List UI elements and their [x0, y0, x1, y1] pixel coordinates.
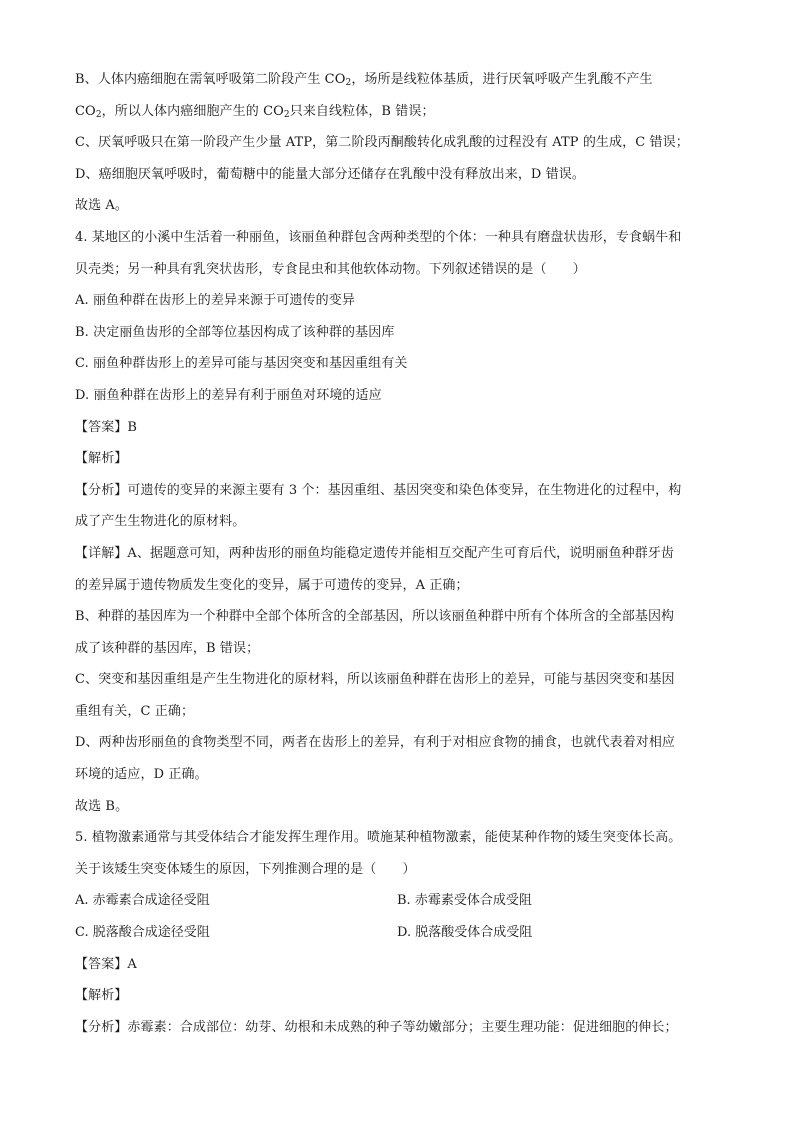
q4-choose: 故选 B。	[75, 798, 129, 814]
q5-options-row1	[75, 885, 725, 917]
subscript-2: 2	[95, 109, 102, 120]
subscript-2: 2	[345, 78, 352, 88]
q4-option-d: D. 丽鱼种群在齿形上的差异有利于丽鱼对环境的适应	[75, 387, 382, 403]
q5-options-row2	[75, 917, 725, 949]
q4-option-a: A. 丽鱼种群在齿形上的差异来源于可遗传的变异	[75, 293, 355, 309]
prev-b-text1: B、人体内癌细胞在需氧呼吸第二阶段产生 CO	[75, 72, 346, 87]
q4-detail-d-line2: 环境的适应，D 正确。	[75, 767, 208, 783]
q4-detail-c-line1: C、突变和基因重组是产生生物进化的原材料，所以该丽鱼种群在齿形上的差异，可能与基因突变和基因	[75, 672, 675, 688]
q4-analysis-line2: 成了产生生物进化的原材料。	[75, 514, 246, 530]
q4-answer: 【答案】B	[75, 419, 138, 435]
q5-option-c: C. 脱落酸合成途径受阻	[75, 925, 210, 941]
q4-option-b: B. 决定丽鱼齿形的全部等位基因构成了该种群的基因库	[75, 324, 395, 340]
prev-b-text5: 只来自线粒体，B 错误；	[289, 103, 435, 119]
prev-b-text3: CO	[75, 103, 96, 119]
prev-explanation-c: C、厌氧呼吸只在第一阶段产生少量 ATP，第二阶段丙酮酸转化成乳酸的过程没有 ATP 的生成，C 错误；	[75, 135, 689, 151]
q5-analysis-line1: 【分析】赤霉素：合成部位：幼芽、幼根和未成熟的种子等幼嫩部分；主要生理功能：促进细胞的伸长；	[75, 1019, 678, 1035]
q5-option-a: A. 赤霉素合成途径受阻	[75, 893, 210, 909]
prev-b-text2: ，场所是线粒体基质，进行厌氧呼吸产生乳酸不产生	[351, 72, 653, 87]
q5-option-b: B. 赤霉素受体合成受阻	[397, 893, 532, 909]
q4-analysis-title: 【解析】	[75, 451, 128, 467]
q5-stem-line1: 5. 植物激素通常与其受体结合才能发挥生理作用。喷施某种植物激素，能使某种作物的矮生突变体长高。	[75, 830, 682, 846]
q4-detail-b-line2: 成了该种群的基因库，B 错误；	[75, 640, 260, 656]
prev-explanation-b-line2	[75, 96, 725, 128]
subscript-2: 2	[283, 109, 290, 120]
q4-detail-d-line1: D、两种齿形丽鱼的食物类型不同，两者在齿形上的差异，有利于对相应食物的捕食，也就代表着对相应	[75, 735, 676, 751]
prev-choose: 故选 A。	[75, 198, 129, 214]
q4-stem-line2: 贝壳类；另一种具有乳突状齿形，专食昆虫和其他软体动物。下列叙述错误的是（ ）	[75, 261, 586, 277]
q5-option-d: D. 脱落酸受体合成受阻	[397, 925, 533, 941]
prev-explanation-d: D、癌细胞厌氧呼吸时，葡萄糖中的能量大部分还储存在乳酸中没有释放出来，D 错误。	[75, 166, 585, 182]
prev-explanation-b-line1	[75, 64, 725, 96]
q5-answer: 【答案】A	[75, 956, 137, 972]
q4-stem-line1: 4. 某地区的小溪中生活着一种丽鱼，该丽鱼种群包含两种类型的个体：一种具有磨盘状齿形，专食蜗牛和	[75, 229, 682, 245]
document-content	[75, 64, 725, 1043]
q4-detail-c-line2: 重组有关，C 正确；	[75, 703, 195, 719]
q5-stem-line2: 关于该矮生突变体矮生的原因，下列推测合理的是（ ）	[75, 861, 416, 877]
q4-detail-b-line1: B、种群的基因库为一个种群中全部个体所含的全部基因，所以该丽鱼种群中所有个体所含的全部基因构	[75, 609, 675, 625]
q4-detail-a-line2: 的差异属于遗传物质发生变化的变异，属于可遗传的变异，A 正确；	[75, 577, 469, 593]
q4-analysis-line1: 【分析】可遗传的变异的来源主要有 3 个：基因重组、基因突变和染色体变异，在生物进化的过程中，构	[75, 482, 682, 498]
q5-analysis-title: 【解析】	[75, 988, 128, 1004]
q4-detail-a-line1: 【详解】A、据题意可知，两种齿形的丽鱼均能稳定遗传并能相互交配产生可育后代，说明丽鱼种群牙齿	[75, 545, 674, 561]
q4-option-c: C. 丽鱼种群齿形上的差异可能与基因突变和基因重组有关	[75, 356, 408, 372]
prev-b-text4: ，所以人体内癌细胞产生的 CO	[101, 103, 284, 119]
